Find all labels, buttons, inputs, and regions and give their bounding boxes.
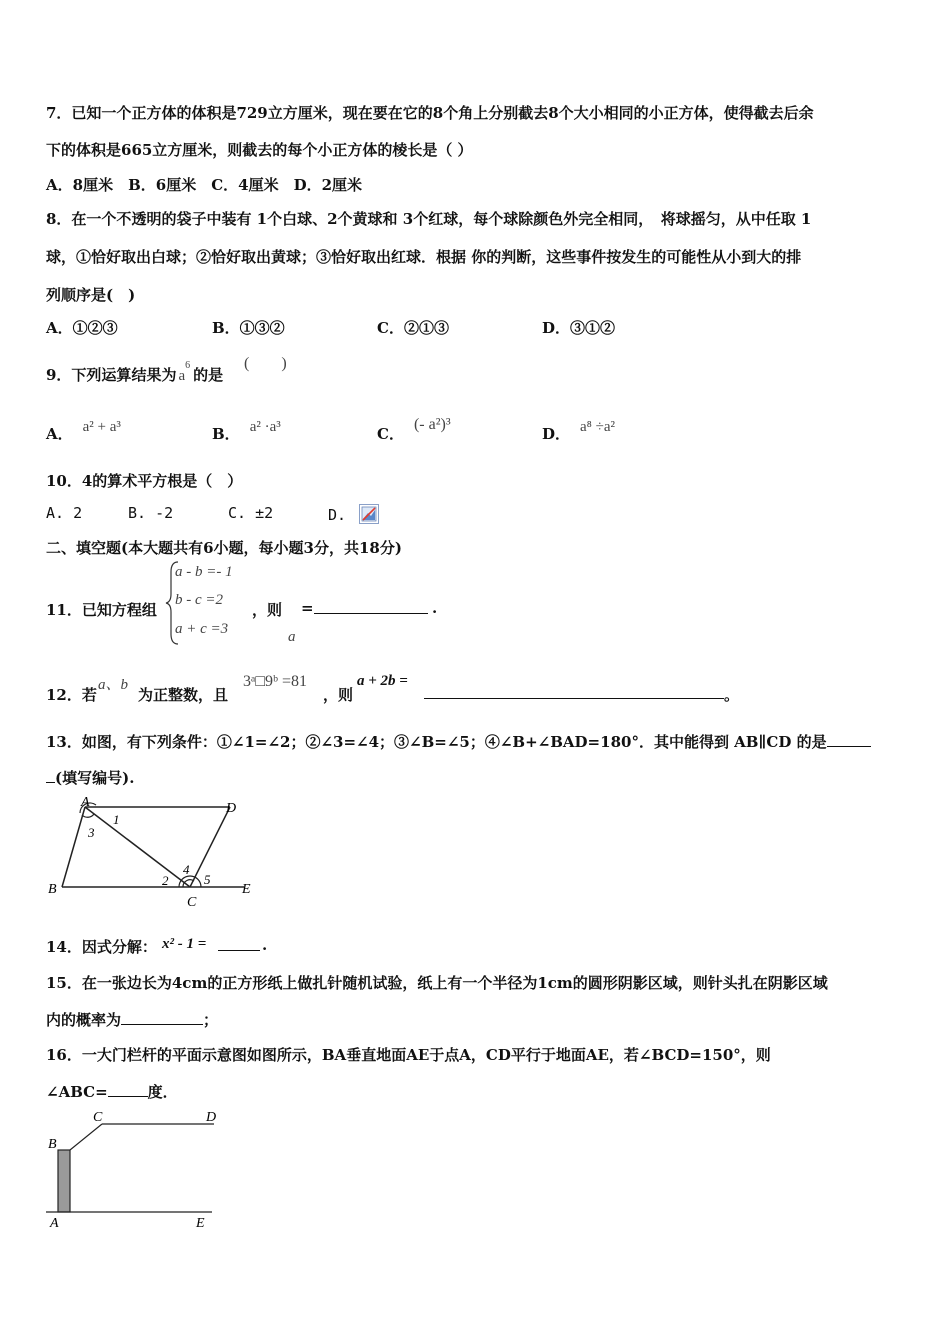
fig16-label-B: B	[48, 1137, 57, 1152]
q15-line1: 15．在一张边长为4cm的正方形纸上做扎针随机试验，纸上有一个半径为1cm的圆形阴影区域，则针头扎在阴影区域	[46, 974, 828, 992]
fig13-label-1: 1	[113, 812, 120, 827]
q12-end: 。	[724, 686, 740, 704]
q9-option-a-expr: a² + a³	[82, 419, 121, 435]
fig13-label-D: D	[226, 801, 237, 816]
fig13-label-C: C	[187, 895, 197, 910]
q9-stem-suffix: 的是	[193, 366, 224, 384]
fig13-label-2: 2	[162, 873, 169, 888]
fig13-line-AC	[85, 807, 190, 887]
q14-prefix: 14．因式分解：	[46, 938, 157, 956]
q9-option-b-expr: a² ·a³	[249, 419, 281, 435]
fig13-label-4: 4	[183, 862, 190, 877]
q10-stem: 10．4的算术平方根是（ ）	[46, 472, 243, 490]
q11-eq2: b - c =2	[175, 592, 224, 608]
q12-vars: a、b	[98, 677, 129, 693]
q9-stem	[46, 360, 224, 385]
broken-image-icon	[359, 504, 379, 524]
fig16-label-C: C	[93, 1110, 103, 1125]
fig16-label-A: A	[50, 1216, 59, 1231]
q16-line2-prefix: ∠ABC=	[46, 1083, 108, 1101]
q16-line1: 16．一大门栏杆的平面示意图如图所示，BA垂直地面AE于点A，CD平行于地面AE，若∠BCD=150°，则	[46, 1046, 771, 1064]
q9-option-d	[542, 419, 616, 444]
q15-end: ；	[203, 1011, 219, 1029]
fig13-label-E: E	[242, 882, 251, 897]
q12-then: ，则	[323, 686, 354, 704]
q10-option-d-label: D.	[328, 506, 347, 524]
fig13-line-AB	[62, 807, 85, 887]
q11-eq-sign: =	[301, 599, 314, 617]
q13-blank-tail	[46, 768, 55, 783]
q9-stem-exp: 6	[185, 360, 191, 371]
q11-mid: ，则	[252, 601, 283, 619]
fig16-label-E: E	[196, 1216, 205, 1231]
q9-option-b	[212, 419, 281, 444]
q13-answer-blank[interactable]	[827, 732, 871, 747]
q12-answer-blank[interactable]	[424, 684, 724, 703]
figure-16-gate-barrier	[44, 1106, 219, 1234]
q14-end: .	[262, 936, 268, 954]
q8-option-c: C．②①③	[377, 319, 449, 337]
q13-line1-text: 13．如图，有下列条件：①∠1=∠2；②∠3=∠4；③∠B=∠5；④∠B+∠BAD=180°．其中能得到 AB∥CD 的是	[46, 733, 827, 751]
q11-answer-blank[interactable]	[314, 599, 428, 618]
q11-prefix: 11．已知方程组	[46, 601, 157, 619]
figure-13-parallelogram	[44, 795, 264, 910]
q12-mid: 为正整数，且	[138, 686, 229, 704]
q9-option-d-label: D．	[542, 425, 571, 443]
q15-line2	[46, 1009, 218, 1030]
fig16-label-D: D	[206, 1110, 217, 1125]
q12-cond: 3ᵃ□9ᵇ =81	[243, 673, 308, 690]
q8-option-a: A．①②③	[46, 319, 118, 337]
q12-expr: a + 2b =	[357, 673, 408, 689]
q15-line2-text: 内的概率为	[46, 1011, 122, 1029]
q13-line2	[46, 767, 134, 788]
q9-option-c-expr: (- a²)³	[413, 416, 451, 433]
q8-line3: 列顺序是( )	[46, 286, 136, 304]
section2-title: 二、填空题(本大题共有6小题，每小题3分，共18分)	[46, 539, 402, 557]
q9-option-a	[46, 419, 121, 444]
q16-answer-blank[interactable]	[108, 1082, 148, 1097]
q9-option-d-expr: a⁸ ÷a²	[580, 419, 616, 435]
q14-answer-blank[interactable]	[218, 936, 260, 955]
q8-line1: 8．在一个不透明的袋子中装有 1个白球、2个黄球和 3个红球，每个球除颜色外完全相同， 将球摇匀，从中任取 1	[46, 210, 812, 228]
fig16-post-BA	[58, 1150, 70, 1212]
fig16-bar-BC	[70, 1124, 102, 1150]
q11-end: .	[432, 599, 438, 617]
q9-option-a-label: A．	[46, 425, 73, 443]
fig13-arc-A	[82, 814, 94, 817]
q9-option-c	[377, 416, 451, 444]
q10-option-a: A. 2	[46, 504, 83, 522]
fig13-label-A: A	[81, 795, 90, 810]
fig13-label-B: B	[48, 882, 57, 897]
q11-eq3: a + c =3	[175, 621, 229, 637]
q9-stem-prefix: 9．下列运算结果为	[46, 366, 177, 384]
q10-option-b: B. -2	[128, 504, 174, 522]
q13-line1	[46, 731, 871, 752]
q14-expr: x² - 1 =	[162, 936, 207, 952]
q8-option-b: B．①③②	[212, 319, 285, 337]
q7-line1: 7．已知一个正方体的体积是729立方厘米，现在要在它的8个角上分别截去8个大小相同的小正方体，使得截去后余	[46, 104, 814, 122]
q7-line2: 下的体积是665立方厘米，则截去的每个小正方体的棱长是（ ）	[46, 141, 473, 159]
q8-option-d: D．③①②	[542, 319, 616, 337]
q10-option-c: C. ±2	[228, 504, 274, 522]
q16-line2	[46, 1081, 178, 1102]
q11-var-a: a	[288, 629, 296, 645]
q10-option-d	[328, 504, 379, 524]
q11-eq1: a - b =- 1	[175, 564, 233, 580]
fig13-label-5: 5	[204, 872, 211, 887]
q12-prefix: 12．若	[46, 686, 97, 704]
q7-options: A．8厘米 B．6厘米 C．4厘米 D．2厘米	[46, 176, 363, 194]
fig13-label-3: 3	[88, 825, 95, 840]
q9-option-c-label: C．	[377, 425, 404, 443]
q16-line2-suffix: 度．	[147, 1083, 178, 1101]
q9-stem-a: a	[178, 368, 186, 384]
q8-line2: 球，①恰好取出白球；②恰好取出黄球；③恰好取出红球．根据 你的判断，这些事件按发生的可能性从小到大的排	[46, 248, 802, 266]
q15-answer-blank[interactable]	[121, 1010, 203, 1025]
q13-line2-text: (填写编号).	[55, 769, 135, 787]
q9-option-b-label: B．	[212, 425, 240, 443]
q9-paren: ( )	[244, 355, 287, 372]
